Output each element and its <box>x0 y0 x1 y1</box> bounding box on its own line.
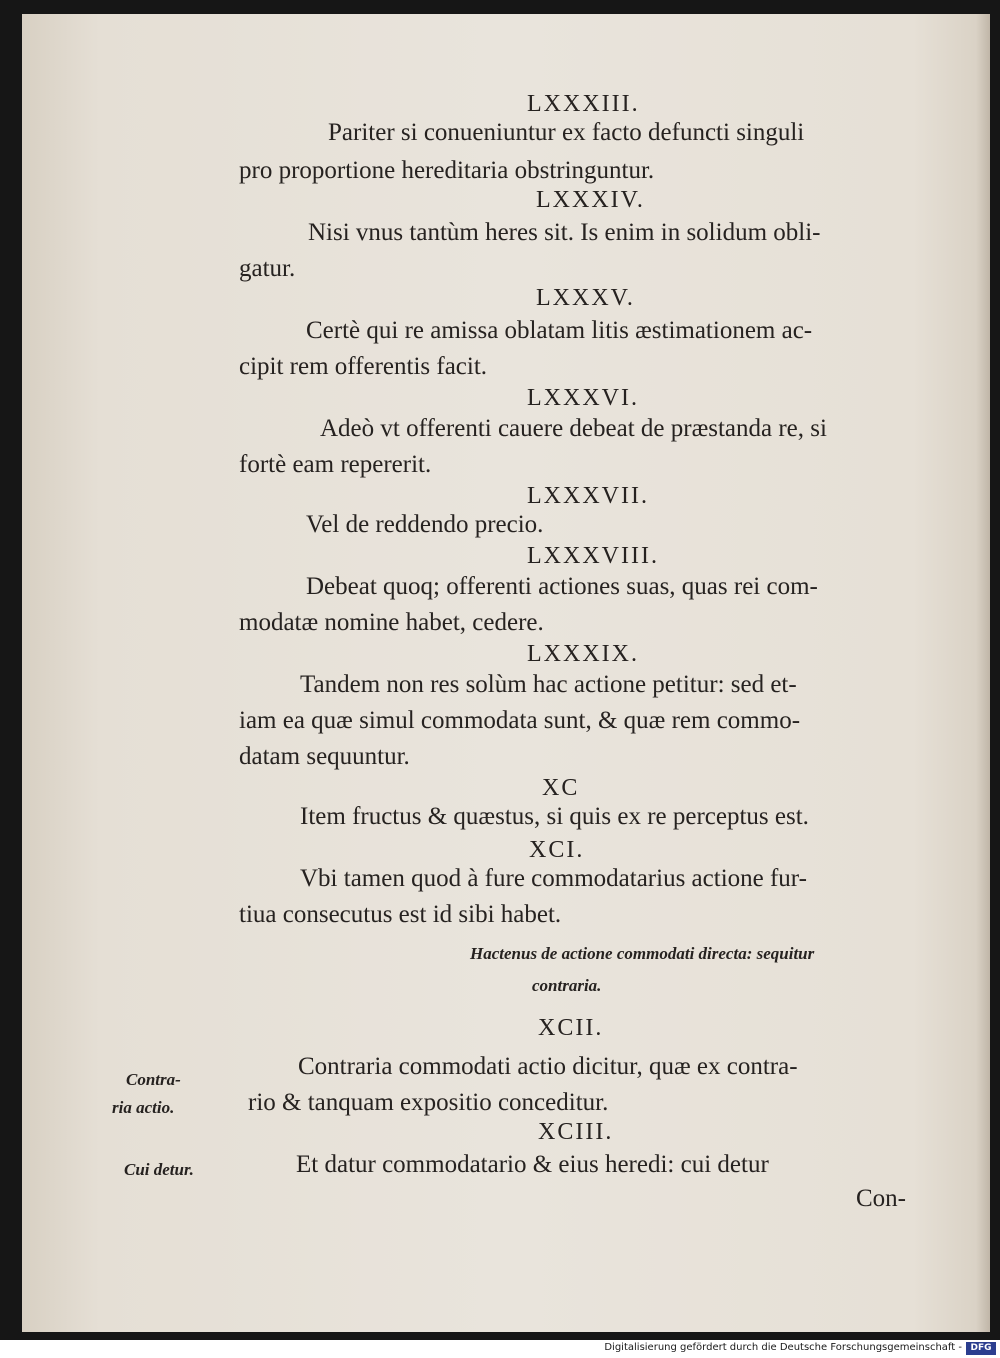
section-numeral: XCIII. <box>538 1119 614 1145</box>
margin-note: Contra- <box>126 1070 181 1089</box>
text-line: Debeat quoq; offerenti actiones suas, quas rei com- <box>306 573 818 600</box>
text-line: Et datur commodatario & eius heredi: cui detur <box>296 1151 769 1178</box>
text-line: cipit rem offerentis facit. <box>239 353 488 380</box>
footer-credit: Digitalisierung gefördert durch die Deutsche Forschungsgemeinschaft - <box>604 1342 962 1353</box>
text-line: Contraria commodati actio dicitur, quæ ex contra- <box>298 1053 798 1080</box>
text-line: tiua consecutus est id sibi habet. <box>239 901 562 928</box>
catchword: Con- <box>856 1185 906 1212</box>
footer-bar <box>0 1340 1000 1358</box>
text-line: Vbi tamen quod à fure commodatarius actione fur- <box>300 865 807 892</box>
text-line: iam ea quæ simul commodata sunt, & quæ rem commo- <box>239 707 801 734</box>
text-line: Nisi vnus tantùm heres sit. Is enim in solidum obli- <box>308 219 821 246</box>
section-numeral: LXXXVI. <box>527 385 639 411</box>
section-numeral: LXXXV. <box>536 285 635 311</box>
text-line: Vel de reddendo precio. <box>306 511 544 538</box>
text-line: fortè eam repererit. <box>239 451 432 478</box>
section-numeral: XCI. <box>529 837 585 863</box>
italic-heading-line: Hactenus de actione commodati directa: sequitur <box>470 944 815 963</box>
italic-heading-line: contraria. <box>532 976 602 995</box>
text-line: modatæ nomine habet, cedere. <box>239 609 544 636</box>
book-page <box>22 14 990 1332</box>
text-line: gatur. <box>239 255 296 282</box>
text-line: Item fructus & quæstus, si quis ex re perceptus est. <box>300 803 809 830</box>
text-line: Pariter si conueniuntur ex facto defuncti singuli <box>328 119 805 146</box>
section-numeral: XCII. <box>538 1015 604 1041</box>
section-numeral: LXXXIII. <box>527 91 640 117</box>
section-numeral: LXXXIX. <box>527 641 639 667</box>
text-line: pro proportione hereditaria obstringuntur. <box>239 157 655 184</box>
text-line: Certè qui re amissa oblatam litis æstimationem ac- <box>306 317 813 344</box>
dfg-logo-icon: DFG <box>966 1342 996 1355</box>
section-numeral: LXXXVIII. <box>527 543 659 569</box>
section-numeral: XC <box>542 775 580 801</box>
margin-note: ria actio. <box>112 1098 175 1117</box>
section-numeral: LXXXIV. <box>536 187 645 213</box>
text-line: Adeò vt offerenti cauere debeat de præstanda re, si <box>320 415 827 442</box>
section-numeral: LXXXVII. <box>527 483 649 509</box>
text-line: Tandem non res solùm hac actione petitur: sed et- <box>300 671 797 698</box>
text-line: rio & tanquam expositio conceditur. <box>248 1089 609 1116</box>
margin-note: Cui detur. <box>124 1160 194 1179</box>
text-line: datam sequuntur. <box>239 743 410 770</box>
